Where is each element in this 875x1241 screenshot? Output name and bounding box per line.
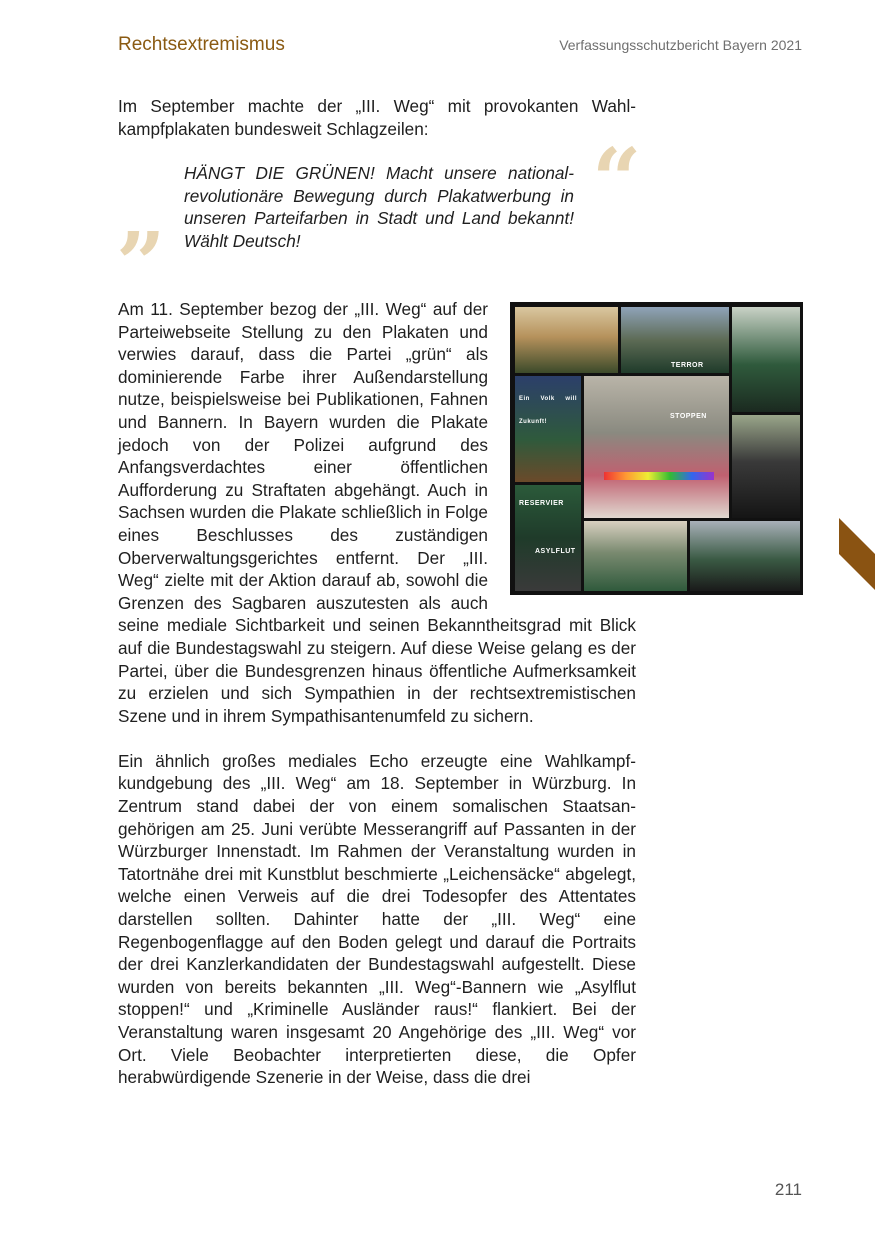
intro-paragraph: Im September machte der „III. Weg“ mit provokanten Wahlkampfplakaten bundesweit Schlagzeilen:: [118, 96, 636, 139]
collage-photo-speaker: [732, 415, 800, 518]
body-text: [118, 298, 707, 1111]
rally-photo-collage: [510, 302, 803, 595]
opening-quote-mark: “: [592, 130, 642, 231]
paragraph-2: Ein ähnlich großes mediales Echo erzeugte eine Wahlkampfkundgebung des „III. Weg“ am 18. September in Würzburg. In Zentrum stand dabei der von einem somalischen Staatsangehörigen am 25. Juni verübte Messerangriff auf Passanten in der Würzburger Innenstadt. Im Rahmen der Veranstaltung wurden in Tatortnähe drei mit Kunstblut beschmierte „Leichensäcke“ abgelegt, welche einen Verweis auf die drei Todesopfer des Attentates darstellen sollten. Dahinter hatte der „III. Weg“ eine Regenbogenflagge auf den Boden gelegt und darauf die Portraits der drei Kanzlerkandidaten der Bundestagswahl aufgestellt. Diese wurden von bereits bekannten „III. Weg“-Bannern wie „Asylflut stoppen!“ und „Kriminelle Ausländer raus!“ flankiert. Bei der Veranstaltung waren insgesamt 20 Angehörige des „III. Weg“ vor Ort. Viele Beobachter interpretierten diese, die Opfer herabwürdigende Szenerie in der Weise, dass die drei: [118, 750, 636, 1088]
collage-photo-placard: Ein Volk will Zukunft!: [515, 376, 581, 482]
running-header-section: Rechtsextremismus: [118, 34, 285, 55]
collage-photo-march: [584, 521, 687, 591]
collage-photo-crowd: [690, 521, 800, 591]
paragraph-1: Am 11. September bezog der „III. Weg“ auf der Parteiwebseite Stellung zu den Plakaten und verwies darauf, dass die Partei „grün“ als dominierende Farbe ihrer Außendarstellung nutze, beispielsweise bei Publikationen, Fahnen und Bannern. In Bayern wurden die Plakate jedoch von der Polizei aufgrund des Anfangsverdachtes einer öffentlichen Aufforderung zu Straftaten abgehängt. Auch in Sachsen wurden die Plakate schließlich in Folge eines Beschlusses des zuständigen Oberverwaltungsgerichtes entfernt. Der „III. Weg“ zielte mit der Aktion darauf ab, sowohl die Grenzen des Sagbaren auszutesten als auch seine mediale Sichtbarkeit und seinen Bekanntheitsgrad mit Blick auf die Bundestagswahl zu steigern. Auf diese Weise gelang es der Partei, über die Bundesgrenzen hinaus öffentliche Aufmerksamkeit zu erzielen und sich Sympathien in der rechtsextremistischen Szene und in ihrem Sympathisantenumfeld zu sichern.: [118, 299, 636, 726]
collage-photo-rainbow-flag: STOPPEN: [584, 376, 729, 518]
collage-photo-stage: RESERVIER ASYLFLUT: [515, 485, 581, 591]
collage-photo-flags: [732, 307, 800, 412]
rainbow-stripe: [604, 472, 714, 480]
page-number: 211: [774, 1180, 802, 1199]
collage-photo-banner: TERROR: [621, 307, 729, 373]
running-header-title: Verfassungsschutzbericht Bayern 2021: [559, 37, 802, 53]
closing-quote-mark: ”: [116, 214, 166, 315]
chapter-tab: [839, 518, 875, 590]
collage-photo-street: [515, 307, 618, 373]
block-quote: HÄNGT DIE GRÜNEN! Macht unsere nationalrevolutionäre Bewegung durch Plakatwerbung in unseren Parteifarben in Stadt und Land bekannt! Wählt Deutsch!: [184, 163, 574, 251]
